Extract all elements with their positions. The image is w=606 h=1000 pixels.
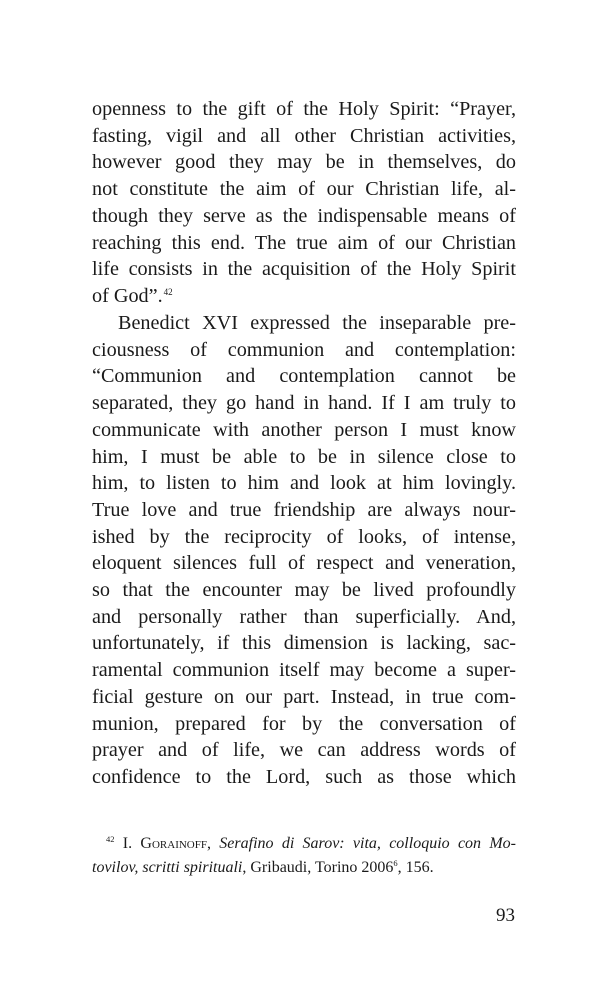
paragraph-line: and personally rather than superficially. And, bbox=[92, 605, 516, 628]
paragraph-line: prayer and of life, we can address words of bbox=[92, 739, 516, 762]
paragraph-line: reaching this end. The true aim of our Christian bbox=[92, 231, 516, 254]
paragraph-line: life consists in the acquisition of the Holy Spirit bbox=[92, 258, 516, 281]
paragraph-line: though they serve as the indispensable means of bbox=[92, 204, 516, 227]
paragraph-1 bbox=[92, 96, 516, 310]
paragraph-line: confidence to the Lord, such as those which bbox=[92, 765, 516, 788]
footnote-line-2 bbox=[92, 856, 516, 880]
paragraph-line: however good they may be in themselves, do bbox=[92, 151, 516, 174]
paragraph-line: munion, prepared for by the conversation of bbox=[92, 712, 516, 735]
footnote-line-1: $^{42}$ I. Gorainoff, Serafino di Sarov: vita, colloquio con Mo- bbox=[106, 834, 516, 852]
paragraph-2 bbox=[92, 310, 516, 791]
paragraph-line-last bbox=[92, 283, 516, 310]
paragraph-line: Benedict XVI expressed the inseparable pre- bbox=[118, 312, 516, 334]
paragraph-line: communicate with another person I must know bbox=[92, 418, 516, 441]
page-number: 93 bbox=[496, 905, 515, 926]
paragraph-line: True love and true friendship are always nour- bbox=[92, 498, 516, 521]
paragraph-line: him, I must be able to be in silence close to bbox=[92, 445, 516, 468]
paragraph-line: fasting, vigil and all other Christian activities, bbox=[92, 124, 516, 147]
paragraph-line: separated, they go hand in hand. If I am truly to bbox=[92, 392, 516, 415]
paragraph-line: unfortunately, if this dimension is lacking, sac- bbox=[92, 632, 516, 655]
paragraph-line: so that the encounter may be lived profoundly bbox=[92, 579, 516, 602]
paragraph-line: ished by the reciprocity of looks, of intense, bbox=[92, 525, 516, 548]
footnote-author-surname: Gorainoff bbox=[140, 835, 207, 852]
footnote-edition: 6 bbox=[393, 858, 398, 868]
footnote-reference[interactable]: 42 bbox=[163, 286, 173, 297]
footnote-number: 42 bbox=[106, 834, 115, 844]
footnote bbox=[92, 832, 516, 880]
footnote-title-part-2: tovilov, scritti spirituali bbox=[92, 859, 243, 876]
footnote-publisher: , Gribaudi, Torino 2006 bbox=[242, 859, 394, 876]
paragraph-line: not constitute the aim of our Christian life, al- bbox=[92, 178, 516, 201]
paragraph-line: him, to listen to him and look at him lovingly. bbox=[92, 472, 516, 495]
footnote-author-initial: I. bbox=[122, 835, 133, 852]
paragraph-line: ficial gesture on our part. Instead, in true com- bbox=[92, 685, 516, 708]
paragraph-line: eloquent silences full of respect and veneration, bbox=[92, 552, 516, 575]
footnote-title-part-1: Serafino di Sarov: vita, colloquio con Mo- bbox=[219, 835, 516, 852]
paragraph-line: openness to the gift of the Holy Spirit: “Prayer, bbox=[92, 98, 516, 120]
paragraph-line: “Communion and contemplation cannot be bbox=[92, 365, 516, 388]
paragraph-line: ciousness of communion and contemplation: bbox=[92, 338, 516, 361]
paragraph-line: ramental communion itself may become a super- bbox=[92, 659, 516, 682]
paragraph-line-text: of God”. bbox=[92, 284, 163, 307]
footnote-pages: , 156. bbox=[397, 859, 434, 876]
